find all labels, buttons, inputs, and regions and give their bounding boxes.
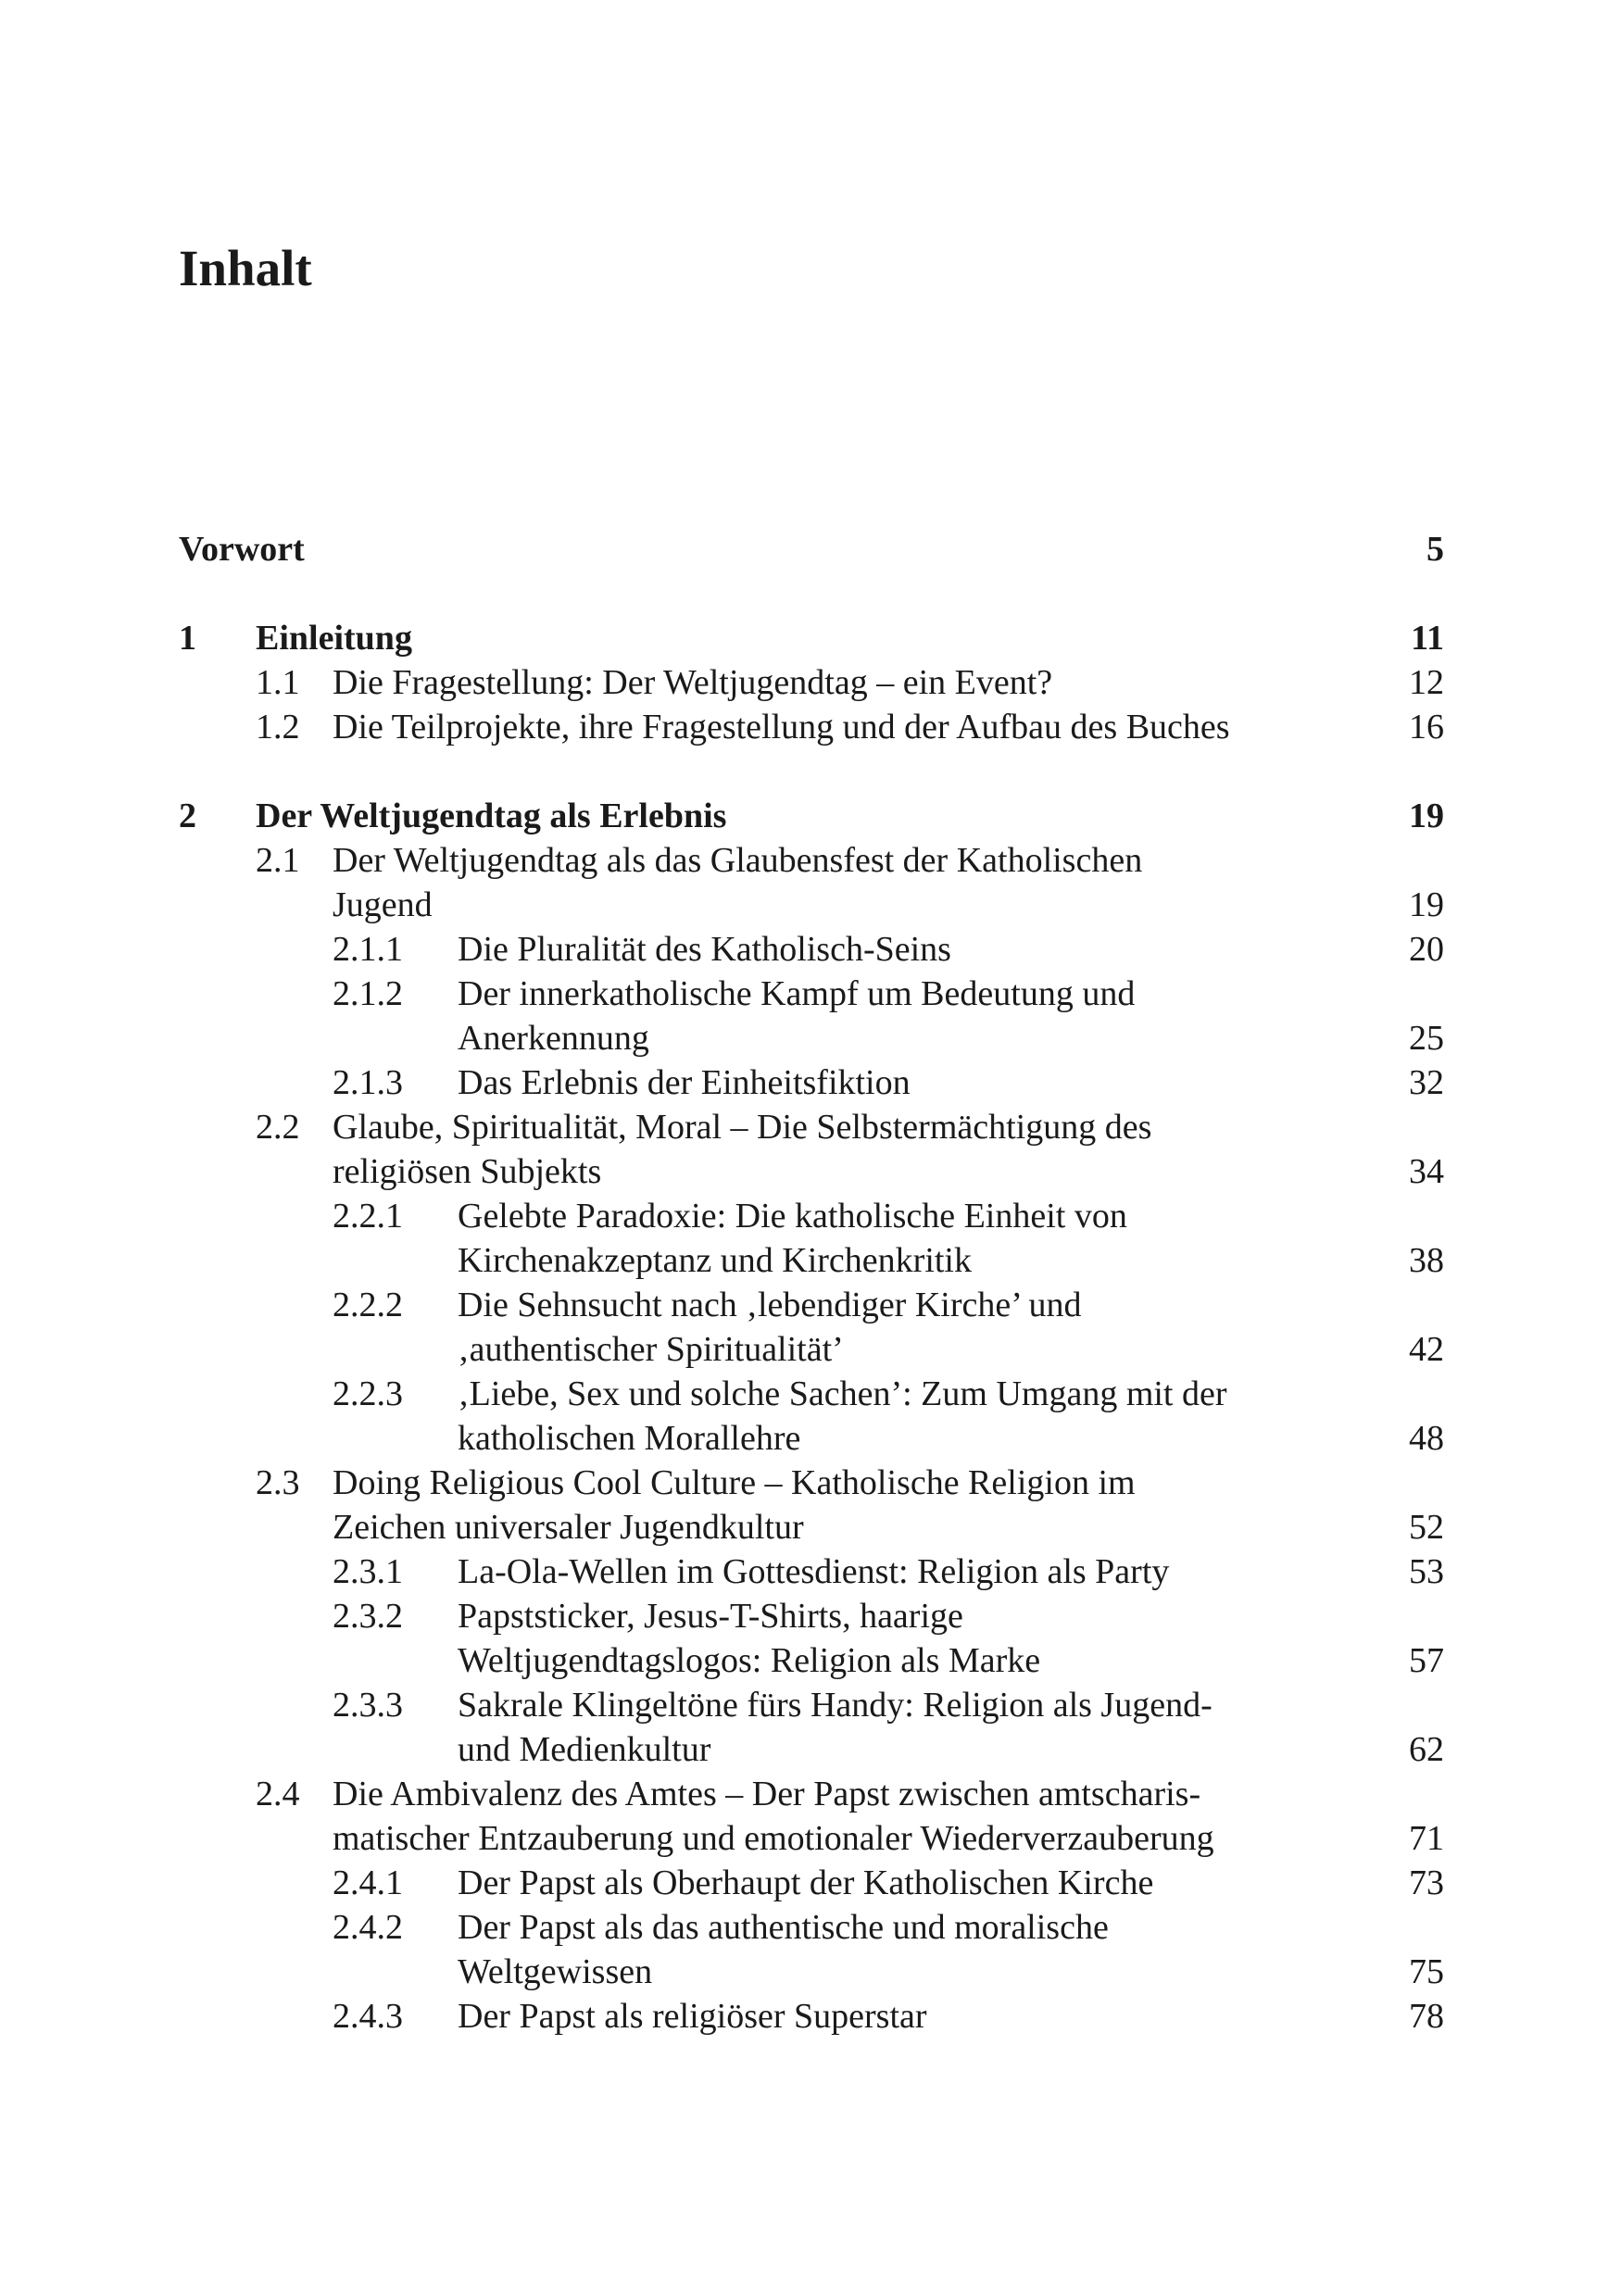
toc-subsection-2-1-1[interactable] [0,927,1621,972]
toc-subsection-2-2-1-cont[interactable] [0,1238,1621,1283]
toc-section-number: 2.2 [256,1108,300,1147]
toc-page-number: 57 [1409,1641,1444,1680]
page-title: Inhalt [179,240,312,296]
toc-page-number: 16 [1409,708,1444,747]
toc-page-number: 12 [1409,663,1444,702]
toc-subsection-number: 2.4.2 [333,1908,403,1947]
toc-section-title-cont: Jugend [333,885,433,924]
toc-chapter-number: 2 [179,797,196,835]
toc-page-number: 32 [1409,1063,1444,1102]
toc-subsection-title: Der innerkatholische Kampf um Bedeutung und [458,974,1136,1013]
toc-section-2-2[interactable] [0,1105,1621,1149]
toc-section-title: Doing Religious Cool Culture – Katholische Religion im [333,1463,1136,1502]
toc-subsection-2-4-2[interactable] [0,1905,1621,1950]
toc-entry-title: Vorwort [179,530,305,569]
toc-subsection-2-1-3[interactable] [0,1060,1621,1105]
toc-page-number: 25 [1409,1019,1444,1058]
toc-chapter-number: 1 [179,619,196,658]
toc-page-number: 38 [1409,1241,1444,1280]
toc-subsection-title: Gelebte Paradoxie: Die katholische Einheit von [458,1197,1127,1236]
toc-chapter-title: Der Weltjugendtag als Erlebnis [256,797,727,835]
toc-subsection-number: 2.1.3 [333,1063,403,1102]
toc-subsection-title: ‚Liebe, Sex und solche Sachen’: Zum Umgang mit der [458,1374,1227,1413]
toc-subsection-title: Die Sehnsucht nach ‚lebendiger Kirche’ und [458,1286,1082,1324]
toc-page-number: 19 [1409,885,1444,924]
toc-subsection-title: La-Ola-Wellen im Gottesdienst: Religion als Party [458,1552,1170,1591]
toc-page-number: 53 [1409,1552,1444,1591]
toc-section-title: Die Fragestellung: Der Weltjugendtag – ein Event? [333,663,1053,702]
toc-page-number: 5 [1426,530,1444,569]
toc-page-number: 11 [1411,619,1444,658]
toc-page-number: 52 [1409,1508,1444,1547]
toc-page-number: 48 [1409,1419,1444,1458]
toc-chapter-2[interactable] [0,794,1621,838]
toc-section-title-cont: Zeichen universaler Jugendkultur [333,1508,804,1547]
toc-subsection-title-cont: Kirchenakzeptanz und Kirchenkritik [458,1241,972,1280]
toc-page-number: 78 [1409,1997,1444,2036]
toc-subsection-2-4-3[interactable] [0,1994,1621,2039]
toc-section-number: 2.3 [256,1463,300,1502]
toc-subsection-title: Das Erlebnis der Einheitsfiktion [458,1063,911,1102]
toc-subsection-2-3-1[interactable] [0,1549,1621,1594]
toc-subsection-2-3-2[interactable] [0,1594,1621,1638]
toc-page-number: 42 [1409,1330,1444,1369]
toc-subsection-2-4-2-cont[interactable] [0,1950,1621,1994]
toc-section-title: Die Ambivalenz des Amtes – Der Papst zwischen amtscharis- [333,1775,1201,1813]
toc-subsection-title: Sakrale Klingeltöne fürs Handy: Religion als Jugend- [458,1686,1213,1725]
toc-subsection-title-cont: Anerkennung [458,1019,649,1058]
toc-subsection-number: 2.2.2 [333,1286,403,1324]
toc-section-1-2[interactable] [0,705,1621,749]
toc-section-title-cont: religiösen Subjekts [333,1152,602,1191]
toc-subsection-2-2-1[interactable] [0,1194,1621,1238]
toc-section-2-3[interactable] [0,1461,1621,1505]
toc-section-title: Glaube, Spiritualität, Moral – Die Selbstermächtigung des [333,1108,1152,1147]
toc-subsection-2-1-2-cont[interactable] [0,1016,1621,1060]
toc-subsection-title: Der Papst als Oberhaupt der Katholischen Kirche [458,1863,1154,1902]
toc-section-number: 1.1 [256,663,300,702]
toc-subsection-title-cont: ‚authentischer Spiritualität’ [458,1330,844,1369]
toc-page-number: 62 [1409,1730,1444,1769]
toc-subsection-number: 2.4.1 [333,1863,403,1902]
toc-section-title: Der Weltjugendtag als das Glaubensfest der Katholischen [333,841,1143,880]
toc-page-number: 19 [1409,797,1444,835]
toc-entry-vorwort[interactable] [0,527,1621,571]
toc-section-number: 2.4 [256,1775,300,1813]
toc-subsection-number: 2.4.3 [333,1997,403,2036]
toc-page-number: 73 [1409,1863,1444,1902]
toc-section-number: 2.1 [256,841,300,880]
toc-subsection-2-2-3[interactable] [0,1372,1621,1416]
toc-subsection-number: 2.1.2 [333,974,403,1013]
toc-subsection-2-3-3-cont[interactable] [0,1727,1621,1772]
toc-subsection-number: 2.3.2 [333,1597,403,1636]
toc-subsection-title: Der Papst als religiöser Superstar [458,1997,927,2036]
toc-subsection-number: 2.2.3 [333,1374,403,1413]
toc-page-number: 20 [1409,930,1444,969]
toc-section-2-3-cont[interactable] [0,1505,1621,1549]
toc-section-2-2-cont[interactable] [0,1149,1621,1194]
toc-subsection-title-cont: und Medienkultur [458,1730,711,1769]
toc-subsection-number: 2.2.1 [333,1197,403,1236]
toc-section-2-1-cont[interactable] [0,883,1621,927]
toc-subsection-number: 2.3.1 [333,1552,403,1591]
toc-section-number: 1.2 [256,708,300,747]
toc-subsection-title: Papststicker, Jesus-T-Shirts, haarige [458,1597,963,1636]
toc-section-2-4[interactable] [0,1772,1621,1816]
toc-page-number: 71 [1409,1819,1444,1858]
toc-section-2-1[interactable] [0,838,1621,883]
toc-subsection-title-cont: katholischen Morallehre [458,1419,801,1458]
toc-page-number: 75 [1409,1952,1444,1991]
toc-subsection-2-4-1[interactable] [0,1861,1621,1905]
toc-chapter-title: Einleitung [256,619,412,658]
toc-subsection-title-cont: Weltjugendtagslogos: Religion als Marke [458,1641,1041,1680]
toc-subsection-2-2-3-cont[interactable] [0,1416,1621,1461]
toc-section-1-1[interactable] [0,660,1621,705]
toc-section-title: Die Teilprojekte, ihre Fragestellung und der Aufbau des Buches [333,708,1230,747]
toc-section-title-cont: matischer Entzauberung und emotionaler Wiederverzauberung [333,1819,1214,1858]
toc-subsection-2-2-2-cont[interactable] [0,1327,1621,1372]
toc-subsection-title: Der Papst als das authentische und moralische [458,1908,1109,1947]
toc-subsection-2-3-3[interactable] [0,1683,1621,1727]
toc-chapter-1[interactable] [0,616,1621,660]
toc-page-number: 34 [1409,1152,1444,1191]
toc-subsection-number: 2.1.1 [333,930,403,969]
toc-section-2-4-cont[interactable] [0,1816,1621,1861]
toc-subsection-2-3-2-cont[interactable] [0,1638,1621,1683]
toc-subsection-2-2-2[interactable] [0,1283,1621,1327]
toc-subsection-number: 2.3.3 [333,1686,403,1725]
toc-subsection-2-1-2[interactable] [0,972,1621,1016]
toc-subsection-title: Die Pluralität des Katholisch-Seins [458,930,951,969]
toc-subsection-title-cont: Weltgewissen [458,1952,653,1991]
